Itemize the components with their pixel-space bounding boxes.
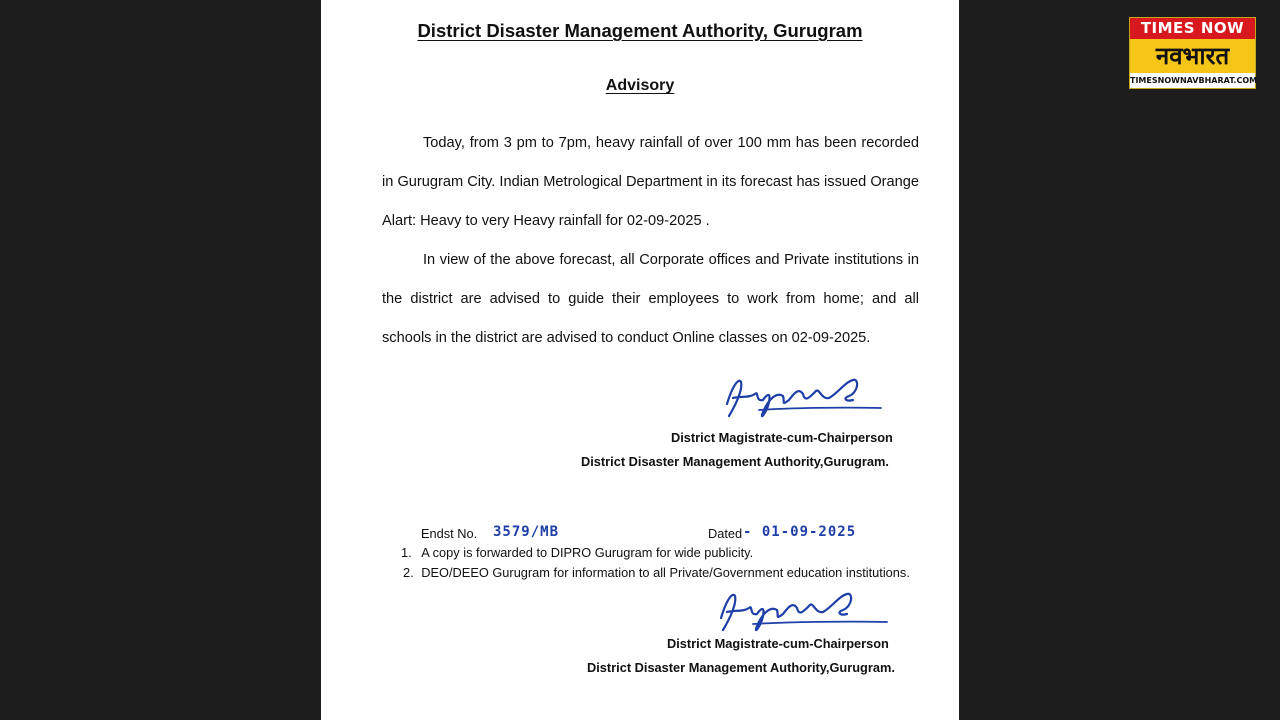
times-now-navbharat-logo bbox=[1129, 17, 1256, 89]
logo-top-text: TIMES NOW bbox=[1130, 18, 1255, 39]
endst-label: Endst No. bbox=[421, 526, 478, 541]
signatory-1-designation: District Magistrate-cum-Chairperson bbox=[671, 430, 893, 445]
document-page bbox=[321, 0, 959, 720]
logo-main-text: नवभारत bbox=[1130, 39, 1255, 73]
signatory-2-organization: District Disaster Management Authority,Gurugram. bbox=[587, 660, 895, 675]
paragraph-advisory: In view of the above forecast, all Corporate offices and Private institutions in the district are advised to guide their employees to work from home; and all schools in the district are advised to conduct Online classes on 02-09-2025. bbox=[382, 252, 919, 346]
logo-bottom-text: TIMESNOWNAVBHARAT.COM bbox=[1130, 73, 1255, 88]
endst-number: 3579/MB bbox=[493, 524, 560, 540]
dated-label: Dated bbox=[708, 526, 743, 541]
advisory-document bbox=[321, 0, 959, 720]
signature-1-icon bbox=[719, 372, 889, 430]
copy-item bbox=[395, 564, 918, 581]
copy-item bbox=[401, 544, 921, 561]
dated-value: - 01-09-2025 bbox=[743, 524, 857, 540]
copy-text: A copy is forwarded to DIPRO Gurugram for wide publicity. bbox=[421, 545, 754, 560]
signatory-1-organization: District Disaster Management Authority,Gurugram. bbox=[581, 454, 889, 469]
copy-text: DEO/DEEO Gurugram for information to all Private/Government education institutions. bbox=[421, 565, 910, 580]
document-title: District Disaster Management Authority, Gurugram bbox=[417, 20, 863, 41]
copy-number: 2. bbox=[403, 565, 414, 580]
paragraph-rainfall: Today, from 3 pm to 7pm, heavy rainfall of over 100 mm has been recorded in Gurugram City. Indian Metrological Department in its forecast has issued Orange Alart: Heavy to very Heavy rainfall for 02-09-2025 . bbox=[382, 135, 919, 229]
document-subtitle: Advisory bbox=[605, 77, 675, 94]
copy-number: 1. bbox=[401, 545, 412, 560]
signatory-2-designation: District Magistrate-cum-Chairperson bbox=[667, 636, 889, 651]
